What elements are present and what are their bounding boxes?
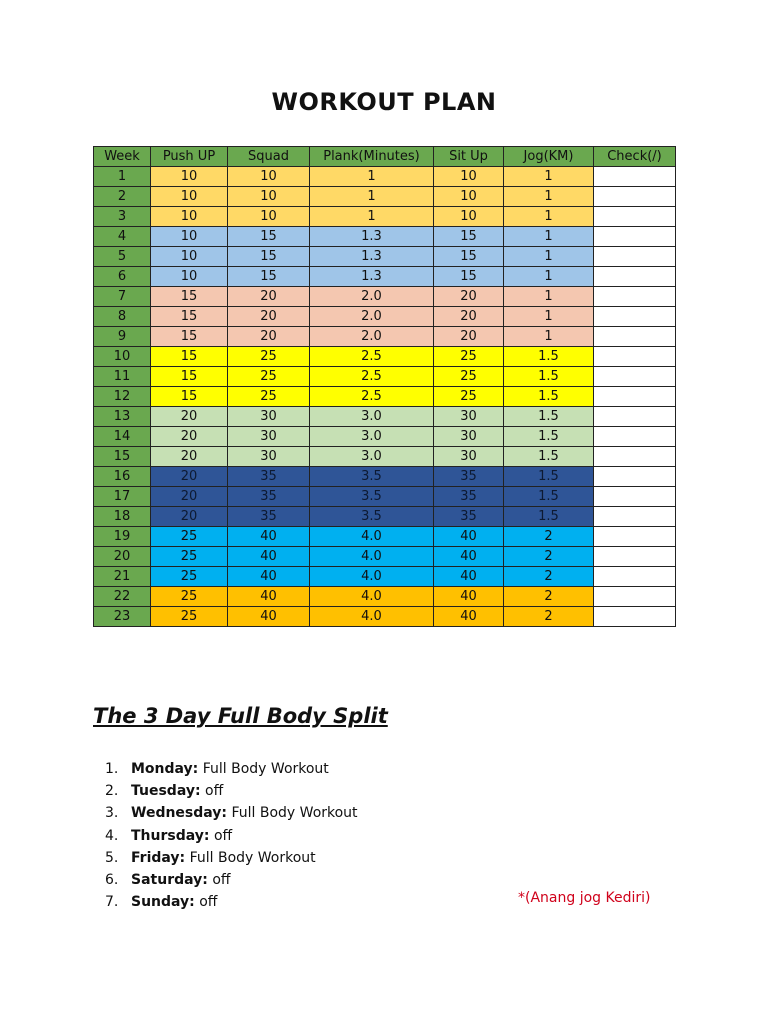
- table-row: [94, 607, 676, 627]
- week-cell: 7: [94, 287, 151, 307]
- table-header-row: [94, 147, 676, 167]
- jog-cell: 1: [504, 167, 594, 187]
- push-up-cell: 10: [151, 167, 228, 187]
- week-cell: 1: [94, 167, 151, 187]
- squad-cell: 40: [228, 567, 310, 587]
- split-item-number: 5.: [105, 849, 119, 866]
- squad-cell: 40: [228, 587, 310, 607]
- split-item-number: 6.: [105, 871, 119, 888]
- jog-cell: 1.5: [504, 487, 594, 507]
- push-up-cell: 10: [151, 207, 228, 227]
- week-cell: 23: [94, 607, 151, 627]
- squad-cell: 30: [228, 447, 310, 467]
- header-jog: Jog(KM): [504, 147, 594, 167]
- table-row: [94, 227, 676, 247]
- week-cell: 22: [94, 587, 151, 607]
- jog-cell: 2: [504, 587, 594, 607]
- table-row: [94, 287, 676, 307]
- sit-up-cell: 15: [434, 227, 504, 247]
- push-up-cell: 25: [151, 587, 228, 607]
- split-item-day: Sunday:: [131, 894, 195, 911]
- week-cell: 13: [94, 407, 151, 427]
- check-cell[interactable]: [594, 387, 676, 407]
- jog-cell: 1.5: [504, 447, 594, 467]
- sit-up-cell: 35: [434, 507, 504, 527]
- table-row: [94, 327, 676, 347]
- squad-cell: 35: [228, 507, 310, 527]
- plank-cell: 1: [310, 207, 434, 227]
- header-squad: Squad: [228, 147, 310, 167]
- check-cell[interactable]: [594, 347, 676, 367]
- squad-cell: 15: [228, 267, 310, 287]
- sit-up-cell: 20: [434, 327, 504, 347]
- check-cell[interactable]: [594, 467, 676, 487]
- header-week: Week: [94, 147, 151, 167]
- table-row: [94, 587, 676, 607]
- table-row: [94, 307, 676, 327]
- week-cell: 16: [94, 467, 151, 487]
- split-item-day: Saturday:: [131, 871, 208, 888]
- split-item: [105, 869, 358, 891]
- plank-cell: 3.5: [310, 507, 434, 527]
- split-item-activity: Full Body Workout: [202, 761, 329, 777]
- table-row: [94, 407, 676, 427]
- squad-cell: 25: [228, 347, 310, 367]
- plank-cell: 2.0: [310, 287, 434, 307]
- split-item-day: Wednesday:: [131, 805, 228, 822]
- squad-cell: 20: [228, 287, 310, 307]
- squad-cell: 10: [228, 187, 310, 207]
- table-row: [94, 387, 676, 407]
- split-item: [105, 891, 358, 913]
- split-list: [105, 758, 358, 913]
- push-up-cell: 25: [151, 527, 228, 547]
- table-body: [94, 167, 676, 627]
- header-push-up: Push UP: [151, 147, 228, 167]
- split-item-day: Thursday:: [131, 827, 210, 844]
- plank-cell: 4.0: [310, 567, 434, 587]
- split-item-number: 3.: [105, 805, 119, 822]
- plank-cell: 2.0: [310, 327, 434, 347]
- sit-up-cell: 20: [434, 307, 504, 327]
- sit-up-cell: 10: [434, 207, 504, 227]
- sit-up-cell: 40: [434, 547, 504, 567]
- check-cell[interactable]: [594, 327, 676, 347]
- check-cell[interactable]: [594, 307, 676, 327]
- sit-up-cell: 40: [434, 607, 504, 627]
- check-cell[interactable]: [594, 447, 676, 467]
- split-item: [105, 825, 358, 847]
- table-row: [94, 467, 676, 487]
- week-cell: 6: [94, 267, 151, 287]
- week-cell: 14: [94, 427, 151, 447]
- push-up-cell: 20: [151, 507, 228, 527]
- plank-cell: 4.0: [310, 607, 434, 627]
- check-cell[interactable]: [594, 567, 676, 587]
- check-cell[interactable]: [594, 547, 676, 567]
- squad-cell: 15: [228, 247, 310, 267]
- split-item: [105, 758, 358, 780]
- sit-up-cell: 40: [434, 527, 504, 547]
- check-cell[interactable]: [594, 607, 676, 627]
- week-cell: 3: [94, 207, 151, 227]
- sit-up-cell: 25: [434, 387, 504, 407]
- push-up-cell: 20: [151, 467, 228, 487]
- table-row: [94, 187, 676, 207]
- jog-cell: 1: [504, 267, 594, 287]
- push-up-cell: 10: [151, 227, 228, 247]
- week-cell: 12: [94, 387, 151, 407]
- sit-up-cell: 40: [434, 567, 504, 587]
- push-up-cell: 10: [151, 187, 228, 207]
- table-row: [94, 547, 676, 567]
- sit-up-cell: 25: [434, 367, 504, 387]
- sit-up-cell: 20: [434, 287, 504, 307]
- week-cell: 5: [94, 247, 151, 267]
- table-row: [94, 367, 676, 387]
- squad-cell: 15: [228, 227, 310, 247]
- plank-cell: 4.0: [310, 547, 434, 567]
- table-row: [94, 167, 676, 187]
- check-cell[interactable]: [594, 487, 676, 507]
- squad-cell: 40: [228, 527, 310, 547]
- plank-cell: 3.0: [310, 447, 434, 467]
- plank-cell: 2.5: [310, 387, 434, 407]
- plank-cell: 2.0: [310, 307, 434, 327]
- jog-cell: 1.5: [504, 387, 594, 407]
- table-row: [94, 267, 676, 287]
- header-plank: Plank(Minutes): [310, 147, 434, 167]
- week-cell: 17: [94, 487, 151, 507]
- jog-cell: 1.5: [504, 367, 594, 387]
- push-up-cell: 25: [151, 567, 228, 587]
- split-item-day: Tuesday:: [131, 783, 201, 800]
- squad-cell: 35: [228, 487, 310, 507]
- sit-up-cell: 35: [434, 467, 504, 487]
- table-row: [94, 487, 676, 507]
- week-cell: 21: [94, 567, 151, 587]
- sit-up-cell: 30: [434, 427, 504, 447]
- jog-cell: 1: [504, 227, 594, 247]
- table-row: [94, 447, 676, 467]
- note-text: *(Anang jog Kediri): [518, 890, 651, 906]
- squad-cell: 10: [228, 167, 310, 187]
- sit-up-cell: 30: [434, 407, 504, 427]
- week-cell: 2: [94, 187, 151, 207]
- split-item-day: Friday:: [131, 849, 186, 866]
- jog-cell: 1: [504, 207, 594, 227]
- squad-cell: 35: [228, 467, 310, 487]
- week-cell: 19: [94, 527, 151, 547]
- table-row: [94, 527, 676, 547]
- squad-cell: 10: [228, 207, 310, 227]
- sit-up-cell: 40: [434, 587, 504, 607]
- push-up-cell: 20: [151, 447, 228, 467]
- plank-cell: 1.3: [310, 267, 434, 287]
- table-row: [94, 427, 676, 447]
- squad-cell: 30: [228, 407, 310, 427]
- split-item-activity: off: [213, 827, 233, 844]
- squad-cell: 40: [228, 547, 310, 567]
- plank-cell: 2.5: [310, 347, 434, 367]
- split-item-day: Monday:: [131, 761, 199, 777]
- split-item: [105, 802, 358, 824]
- week-cell: 10: [94, 347, 151, 367]
- sit-up-cell: 30: [434, 447, 504, 467]
- split-item-activity: off: [199, 894, 218, 911]
- check-cell[interactable]: [594, 207, 676, 227]
- squad-cell: 20: [228, 327, 310, 347]
- push-up-cell: 20: [151, 487, 228, 507]
- split-item-activity: Full Body Workout: [189, 849, 316, 866]
- week-cell: 20: [94, 547, 151, 567]
- sit-up-cell: 35: [434, 487, 504, 507]
- week-cell: 11: [94, 367, 151, 387]
- check-cell[interactable]: [594, 587, 676, 607]
- push-up-cell: 25: [151, 607, 228, 627]
- table-row: [94, 347, 676, 367]
- push-up-cell: 20: [151, 407, 228, 427]
- week-cell: 9: [94, 327, 151, 347]
- split-item-number: 2.: [105, 783, 119, 800]
- split-item-activity: Full Body Workout: [231, 805, 358, 822]
- split-item: [105, 847, 358, 869]
- check-cell[interactable]: [594, 367, 676, 387]
- split-item: [105, 780, 358, 802]
- plank-cell: 2.5: [310, 367, 434, 387]
- split-item-number: 7.: [105, 894, 119, 911]
- page-title: WORKOUT PLAN: [271, 88, 497, 116]
- jog-cell: 1.5: [504, 427, 594, 447]
- jog-cell: 1.5: [504, 467, 594, 487]
- plank-cell: 3.0: [310, 427, 434, 447]
- plank-cell: 3.5: [310, 467, 434, 487]
- check-cell[interactable]: [594, 427, 676, 447]
- split-item-number: 4.: [105, 827, 119, 844]
- push-up-cell: 15: [151, 367, 228, 387]
- squad-cell: 20: [228, 307, 310, 327]
- table-row: [94, 507, 676, 527]
- header-check: Check(/): [594, 147, 676, 167]
- check-cell[interactable]: [594, 167, 676, 187]
- jog-cell: 2: [504, 527, 594, 547]
- push-up-cell: 15: [151, 327, 228, 347]
- header-sit-up: Sit Up: [434, 147, 504, 167]
- week-cell: 4: [94, 227, 151, 247]
- push-up-cell: 20: [151, 427, 228, 447]
- jog-cell: 2: [504, 607, 594, 627]
- push-up-cell: 15: [151, 347, 228, 367]
- jog-cell: 1: [504, 307, 594, 327]
- split-item-activity: off: [205, 783, 224, 800]
- check-cell[interactable]: [594, 187, 676, 207]
- jog-cell: 1.5: [504, 347, 594, 367]
- check-cell[interactable]: [594, 527, 676, 547]
- sit-up-cell: 25: [434, 347, 504, 367]
- workout-table: [93, 146, 676, 627]
- plank-cell: 1: [310, 167, 434, 187]
- push-up-cell: 15: [151, 287, 228, 307]
- jog-cell: 1: [504, 247, 594, 267]
- push-up-cell: 10: [151, 247, 228, 267]
- check-cell[interactable]: [594, 247, 676, 267]
- jog-cell: 1.5: [504, 407, 594, 427]
- check-cell[interactable]: [594, 507, 676, 527]
- sit-up-cell: 10: [434, 167, 504, 187]
- sit-up-cell: 15: [434, 267, 504, 287]
- check-cell[interactable]: [594, 407, 676, 427]
- split-item-activity: off: [212, 871, 231, 888]
- sit-up-cell: 10: [434, 187, 504, 207]
- check-cell[interactable]: [594, 287, 676, 307]
- squad-cell: 30: [228, 427, 310, 447]
- table-row: [94, 247, 676, 267]
- jog-cell: 2: [504, 567, 594, 587]
- table-row: [94, 567, 676, 587]
- week-cell: 15: [94, 447, 151, 467]
- plank-cell: 4.0: [310, 527, 434, 547]
- plank-cell: 1: [310, 187, 434, 207]
- split-title: The 3 Day Full Body Split: [93, 704, 388, 728]
- jog-cell: 2: [504, 547, 594, 567]
- squad-cell: 40: [228, 607, 310, 627]
- squad-cell: 25: [228, 367, 310, 387]
- squad-cell: 25: [228, 387, 310, 407]
- jog-cell: 1.5: [504, 507, 594, 527]
- check-cell[interactable]: [594, 267, 676, 287]
- jog-cell: 1: [504, 187, 594, 207]
- plank-cell: 3.0: [310, 407, 434, 427]
- jog-cell: 1: [504, 327, 594, 347]
- push-up-cell: 15: [151, 387, 228, 407]
- plank-cell: 3.5: [310, 487, 434, 507]
- week-cell: 18: [94, 507, 151, 527]
- table-row: [94, 207, 676, 227]
- plank-cell: 1.3: [310, 247, 434, 267]
- push-up-cell: 15: [151, 307, 228, 327]
- split-item-number: 1.: [105, 761, 119, 777]
- check-cell[interactable]: [594, 227, 676, 247]
- push-up-cell: 25: [151, 547, 228, 567]
- plank-cell: 4.0: [310, 587, 434, 607]
- push-up-cell: 10: [151, 267, 228, 287]
- sit-up-cell: 15: [434, 247, 504, 267]
- week-cell: 8: [94, 307, 151, 327]
- plank-cell: 1.3: [310, 227, 434, 247]
- jog-cell: 1: [504, 287, 594, 307]
